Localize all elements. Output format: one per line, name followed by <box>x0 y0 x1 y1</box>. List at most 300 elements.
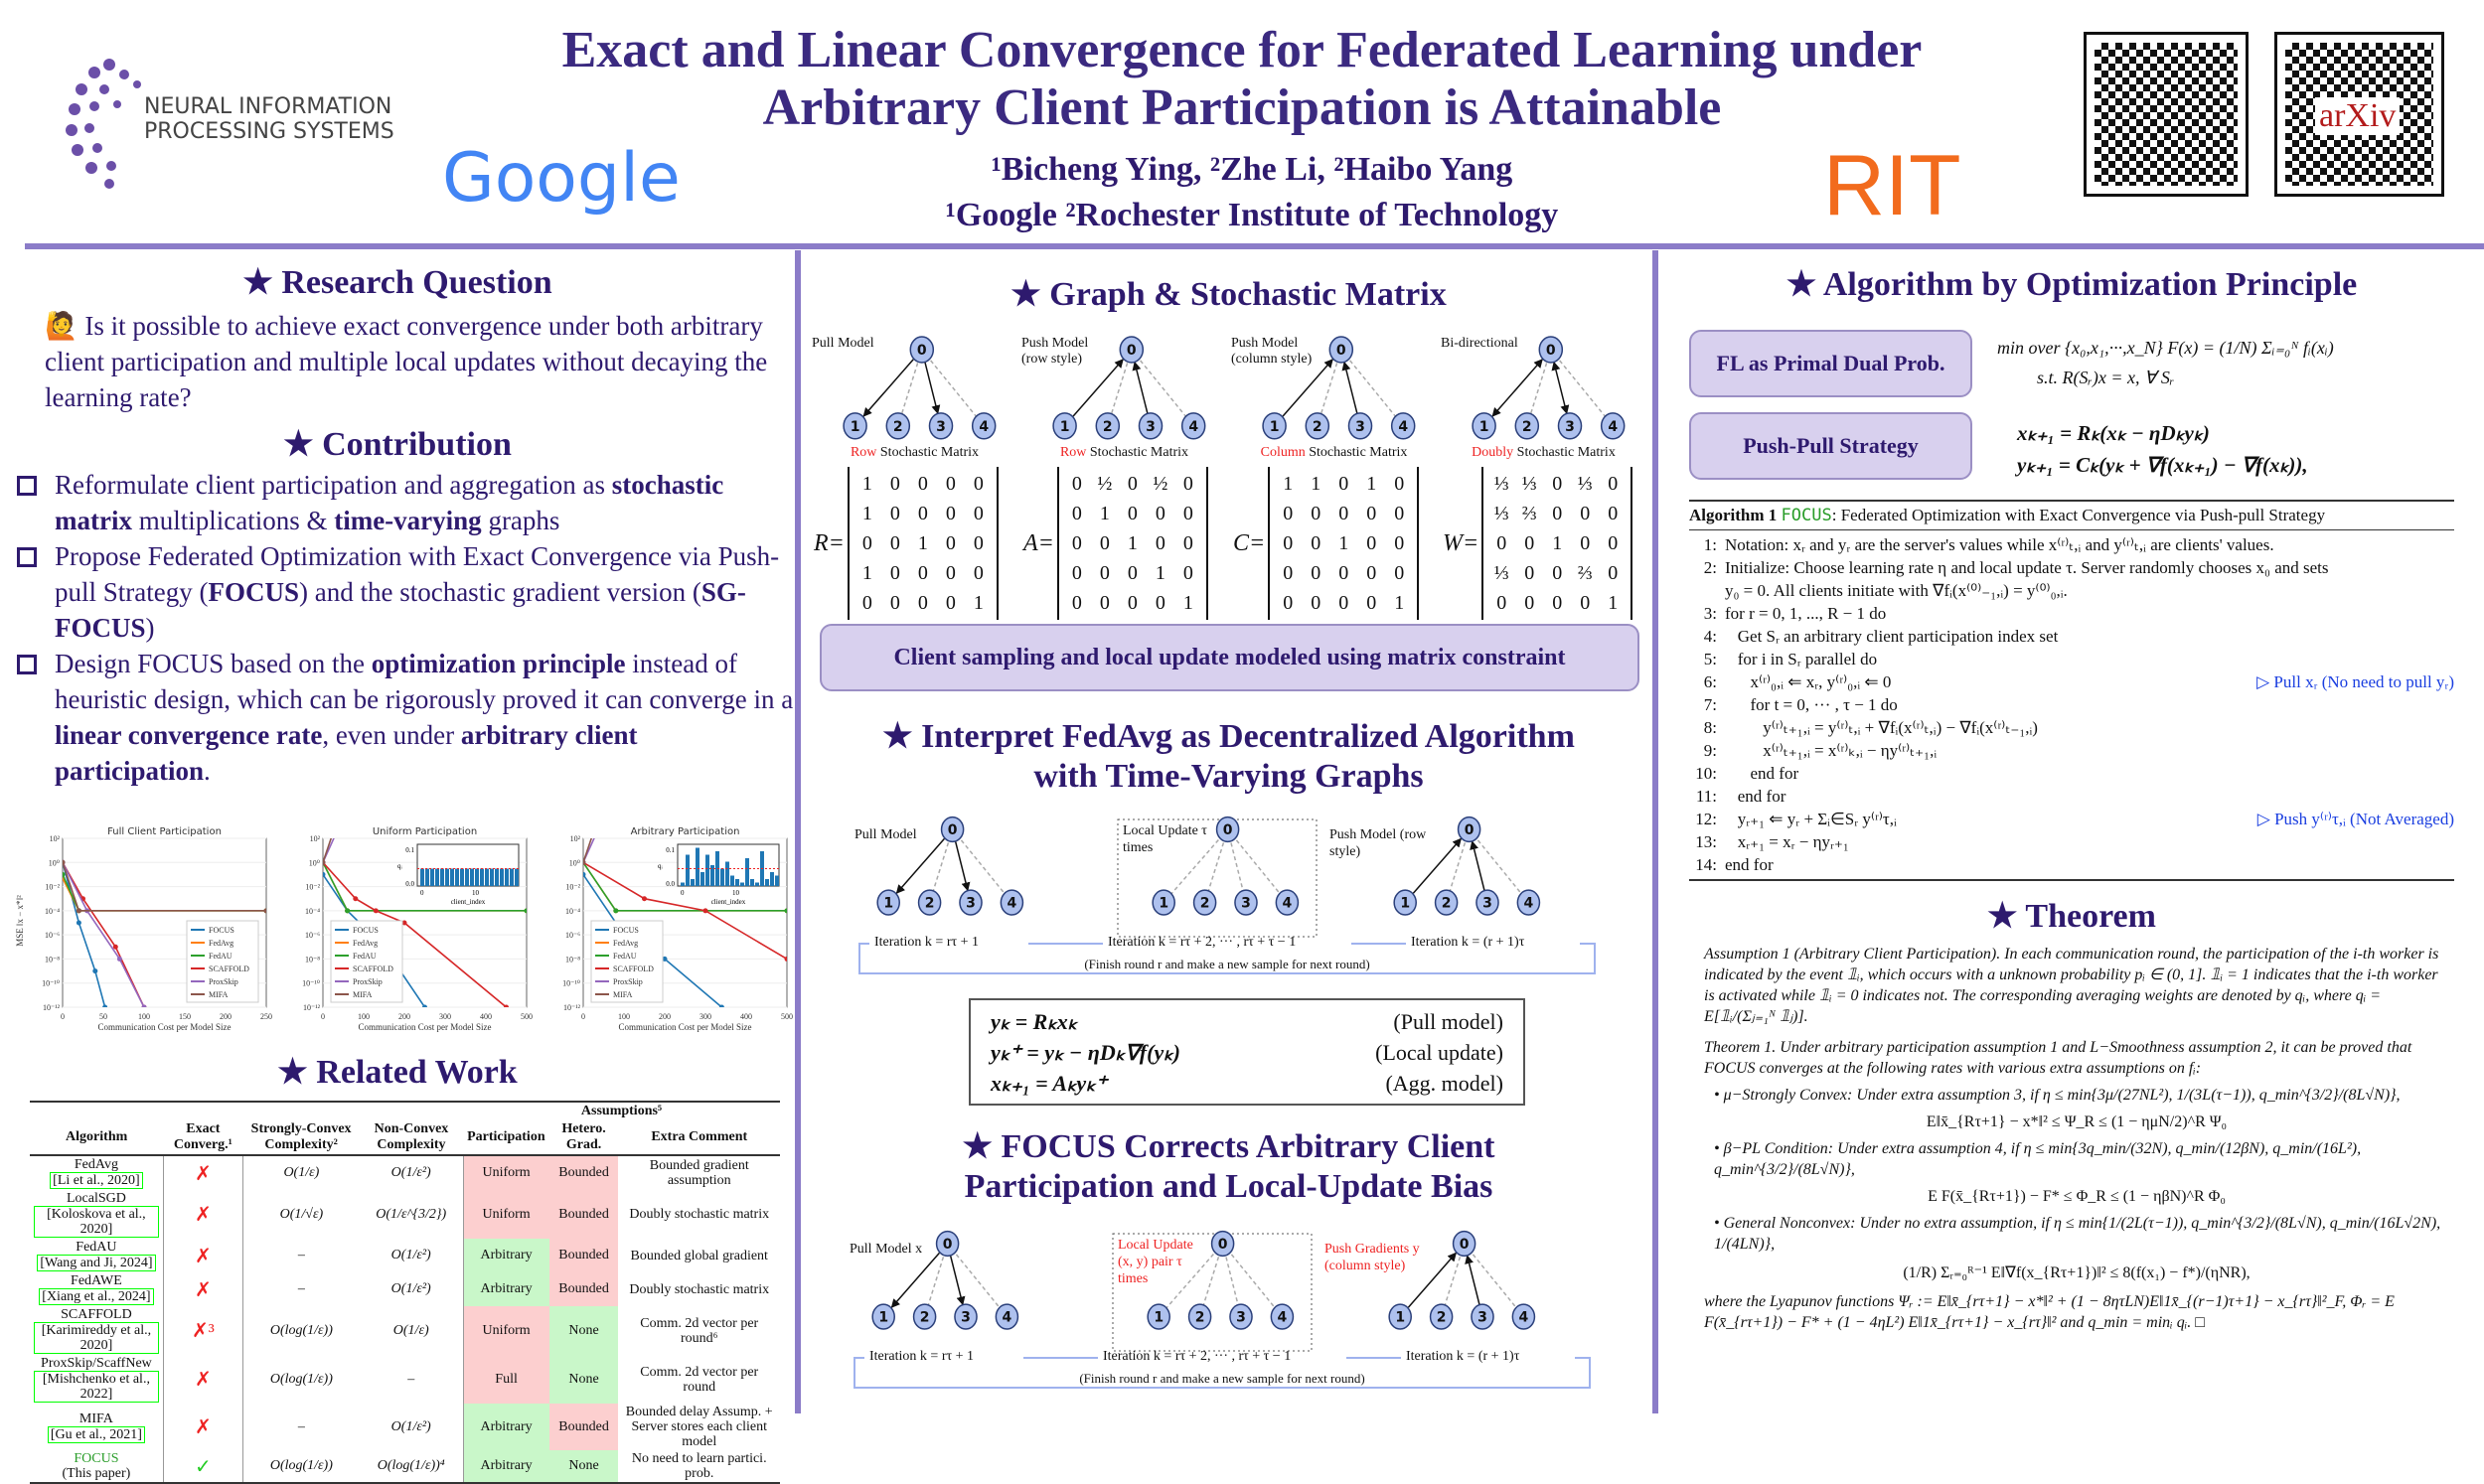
graph-node <box>973 413 996 439</box>
algorithm-line <box>1689 853 2454 876</box>
equation-row <box>991 1037 1503 1068</box>
graph-model-push <box>1229 328 1439 614</box>
matrix-suffix: Stochastic Matrix <box>1086 445 1189 460</box>
heading-line: with Time-Varying Graphs <box>1033 758 1424 795</box>
matrix-entry: 0 <box>945 562 956 584</box>
column-header: Exact Converg.¹ <box>163 1120 242 1155</box>
diagram-label: Pull Model <box>854 827 917 842</box>
citation-link[interactable]: [Gu et al., 2021] <box>48 1426 145 1443</box>
svg-text:4: 4 <box>1523 895 1534 912</box>
line-text: for r = 0, 1, ..., R − 1 do <box>1725 604 1887 623</box>
exact-convergence-mark: ✗³ <box>163 1306 242 1355</box>
matrix-entry: 1 <box>861 473 872 495</box>
inset-bar <box>460 869 464 887</box>
model-label: Push Model (column style) <box>1231 336 1313 367</box>
y-tick-label: 10⁻⁴ <box>564 906 580 916</box>
focus-name: FOCUS <box>1781 506 1832 525</box>
matrix-entry: 1 <box>861 562 872 584</box>
x-tick-label: 200 <box>659 1012 671 1021</box>
arxiv-label: arXiv <box>2315 97 2400 135</box>
citation-link[interactable]: [Mishchenko et al., 2022] <box>34 1371 159 1403</box>
graph-node <box>1394 890 1416 915</box>
svg-text:2: 2 <box>1436 1309 1447 1326</box>
data-point <box>613 908 618 913</box>
matrix-entries <box>1268 467 1419 620</box>
diagram-label: Iteration k = (r + 1)τ <box>1411 935 1525 950</box>
inset-bar <box>750 879 754 886</box>
svg-text:2: 2 <box>924 895 935 912</box>
y-tick-label: 10⁻¹² <box>562 1003 580 1012</box>
fedavg-round-diagram <box>854 815 1600 978</box>
matrix-type <box>1019 445 1229 461</box>
table-row <box>30 1306 780 1355</box>
diagram-label: Iteration k = (r + 1)τ <box>1406 1349 1520 1364</box>
line-number: 9: <box>1703 741 1717 760</box>
qr-code-icon[interactable] <box>2087 35 2246 194</box>
model-label: Push Model (row style) <box>1021 336 1089 367</box>
svg-text:0: 0 <box>1126 343 1137 359</box>
strongly-convex-complexity: O(log(1/ε)) <box>269 1371 333 1387</box>
edge-arrow <box>1473 841 1484 891</box>
graph-node <box>996 1304 1017 1329</box>
citation-link[interactable]: [Karimireddy et al., 2020] <box>34 1322 159 1354</box>
text-bold: FOCUS <box>208 577 299 607</box>
text: multiplications & <box>131 506 335 535</box>
matrix-entry: 0 <box>1394 532 1405 554</box>
text-bold: linear convergence rate <box>55 720 323 750</box>
y-tick-label: 10² <box>49 834 60 843</box>
graph-node <box>1431 1304 1453 1329</box>
svg-text:3: 3 <box>1241 895 1251 912</box>
legend-entry: ProxSkip <box>613 977 643 986</box>
inset-y-tick: 0.1 <box>405 846 414 854</box>
diagram-label: Iteration k = rτ + 1 <box>874 935 979 950</box>
x-tick-label: 100 <box>358 1012 370 1021</box>
legend-entry: FedAvg <box>353 939 379 948</box>
participation-cell: Arbitrary <box>463 1239 549 1272</box>
exact-convergence-mark: ✗ <box>163 1272 242 1306</box>
graph-node <box>1096 413 1119 439</box>
matrix-entry: 0 <box>1394 562 1405 584</box>
header-spacer <box>30 1102 463 1120</box>
svg-text:4: 4 <box>1277 1309 1288 1326</box>
svg-text:2: 2 <box>892 418 903 435</box>
graph-node <box>844 413 866 439</box>
graph-node <box>1454 1232 1475 1257</box>
graph-node <box>1306 413 1328 439</box>
column-header: Participation <box>463 1120 549 1155</box>
matrix-type <box>1439 445 1648 461</box>
citation-link[interactable]: [Wang and Ji, 2024] <box>37 1255 155 1271</box>
push-pull-equation <box>2017 417 2308 481</box>
y-axis-label: MSE ‖x − x*‖² <box>15 895 25 947</box>
inset-bar <box>420 869 424 887</box>
poster-title <box>427 22 2057 137</box>
matrix-entry: 0 <box>1099 592 1110 614</box>
data-point <box>102 1005 107 1010</box>
legend-entry: SCAFFOLD <box>353 965 393 973</box>
algorithm-line <box>1689 716 2454 739</box>
checkbox-bullet-icon <box>17 547 37 567</box>
matrix-entry: 0 <box>1580 503 1591 524</box>
matrix-entry: 0 <box>861 592 872 614</box>
graph-node <box>1473 413 1495 439</box>
contribution-item <box>5 538 795 646</box>
matrix-entry: ⅔ <box>1521 503 1537 524</box>
algorithm-line <box>1689 739 2454 762</box>
graph-model-push <box>1019 328 1229 614</box>
hetero-grad-cell: None <box>549 1355 619 1404</box>
inset-bar <box>515 869 519 887</box>
matrix-entry: 0 <box>1311 532 1321 554</box>
graph-node <box>1001 890 1022 915</box>
line-text: for t = 0, ··· , τ − 1 do <box>1725 695 1898 714</box>
algorithm-line <box>1689 762 2454 785</box>
citation-link[interactable]: [Li et al., 2020] <box>50 1172 142 1189</box>
graph-node <box>1189 1304 1211 1329</box>
text: . <box>204 756 211 786</box>
graph-node <box>929 413 952 439</box>
edge-arrow <box>1468 1256 1479 1305</box>
graph-node <box>1276 890 1298 915</box>
matrix-entry: 0 <box>1182 532 1193 554</box>
matrix-name: W= <box>1443 529 1479 556</box>
x-tick-label: 0 <box>321 1012 325 1021</box>
participation-cell: Full <box>463 1355 549 1404</box>
matrix-entry: 0 <box>1127 592 1138 614</box>
inset-bar <box>480 869 484 887</box>
algorithm-cell <box>30 1190 163 1239</box>
line-text: y₀ = 0. All clients initiate with ∇fᵢ(x⁽⁰⁾₋₁,ᵢ) = y⁽⁰⁾₀,ᵢ. <box>1725 581 2068 600</box>
y-tick-label: 10⁻⁸ <box>564 955 580 965</box>
x-update: xₖ₊₁ = Rₖ(xₖ − ηDₖyₖ) <box>2017 421 2210 445</box>
table-row <box>30 1355 780 1404</box>
inset-y-tick: 0.0 <box>405 880 414 888</box>
line-comment: ▷ Push y⁽ʳ⁾τ,ᵢ (Not Averaged) <box>2256 810 2454 828</box>
legend-entry: FedAvg <box>613 939 639 948</box>
equation-tag: (Agg. model) <box>1385 1071 1503 1096</box>
graph-node <box>872 1304 894 1329</box>
matrix-entry: 0 <box>1552 503 1563 524</box>
graph-node <box>1153 890 1174 915</box>
matrix-entry: 0 <box>1071 473 1082 495</box>
legend-entry: FOCUS <box>613 926 639 935</box>
graph-model-pull <box>810 328 1019 614</box>
svg-text:1: 1 <box>1059 418 1070 435</box>
pl-rate: E F(x̄_{Rτ+1}) − F* ≤ Φ_R ≤ (1 − ηβN)^R Φ₀ <box>1928 1188 2226 1205</box>
authors: ¹Bicheng Ying, ²Zhe Li, ²Haibo Yang <box>991 151 1513 188</box>
strongly-convex-complexity: O(1/√ε) <box>279 1206 324 1222</box>
y-tick-label: 10⁻² <box>565 882 580 892</box>
convergence-plots <box>15 826 795 1050</box>
inset-x-tick: 0 <box>681 889 685 897</box>
matrix-entry: 1 <box>1366 473 1377 495</box>
inset-bar <box>435 869 439 887</box>
matrix-entry: 0 <box>861 532 872 554</box>
algorithm-line <box>1689 693 2454 716</box>
table-row <box>30 1190 780 1239</box>
matrix-entry: 0 <box>1283 562 1294 584</box>
legend-entry: FedAU <box>209 952 233 961</box>
matrix-entry: ⅓ <box>1521 473 1537 495</box>
matrix-entry: 0 <box>1580 532 1591 554</box>
inset-bar <box>700 872 704 886</box>
plot-title: Arbitrary Participation <box>630 826 740 837</box>
algorithm-number: Algorithm 1 <box>1689 506 1778 524</box>
matrix-entry: 0 <box>1524 592 1535 614</box>
theorem-block <box>1704 944 2449 1333</box>
strongly-convex-complexity: O(1/ε) <box>283 1165 320 1180</box>
svg-text:4: 4 <box>1282 895 1293 912</box>
inset-bar <box>505 869 509 887</box>
matrix-entry: 0 <box>1366 592 1377 614</box>
nonconvex-complexity: O(1/ε^{3/2}) <box>360 1190 463 1239</box>
matrix-entry: 0 <box>889 592 900 614</box>
heading-line: ★ Interpret FedAvg as Decentralized Algorithm <box>882 718 1575 755</box>
inset-bar <box>430 869 434 887</box>
data-point <box>581 872 586 877</box>
contribution-item <box>5 467 795 538</box>
arxiv-qr-code-icon[interactable] <box>2277 35 2441 194</box>
algorithm-lines <box>1689 530 2454 881</box>
column-header: Non-Convex Complexity <box>360 1120 463 1155</box>
y-tick-label: 10⁻⁶ <box>304 931 320 941</box>
matrix-entry: 1 <box>1338 532 1349 554</box>
y-tick-label: 10⁰ <box>308 858 320 868</box>
algorithm-1 <box>1689 500 2454 881</box>
objective: min over {x₀,x₁,···,x_N} F(x) = (1/N) Σᵢ₌₀ᴺ fᵢ(xᵢ) <box>1997 338 2334 358</box>
data-point <box>321 872 326 877</box>
data-point <box>597 826 602 828</box>
y-tick-label: 10⁻² <box>305 882 320 892</box>
neurips-dots-icon <box>50 45 159 194</box>
assumption-1: Assumption 1 (Arbitrary Client Participation). In each communication round, the participation of the i-th worker is indicated by the event 𝟙ᵢ, which occurs with a unknown probability pᵢ ∈ (0, 1]. 𝟙ᵢ = 1 indicates that the i-th worker is activated while 𝟙ᵢ = 0 indicates not. The corresponding averaging weights are denoted by qᵢ, where qᵢ = E[𝟙ᵢ/(Σⱼ₌₁ᴺ 𝟙ⱼ)]. <box>1704 946 2439 1025</box>
inset-bar <box>445 869 449 887</box>
citation-link[interactable]: [Xiang et al., 2024] <box>39 1288 153 1305</box>
legend-entry: ProxSkip <box>209 977 238 986</box>
strongly-convex-complexity: O(log(1/ε)) <box>269 1458 333 1473</box>
matrix-entry: 0 <box>1338 503 1349 524</box>
data-point <box>719 1005 724 1010</box>
inset-y-tick: 0.1 <box>666 846 675 854</box>
matrix-entry: 0 <box>1552 562 1563 584</box>
x-tick-label: 50 <box>99 1012 107 1021</box>
matrix-entry: 0 <box>1155 532 1165 554</box>
y-tick-label: 10⁻⁶ <box>564 931 580 941</box>
inset-bar <box>730 876 734 887</box>
graph-node <box>1539 337 1562 363</box>
inset-bar <box>755 883 759 887</box>
matrix-entry: 0 <box>889 562 900 584</box>
graph-node <box>886 413 909 439</box>
theorem-heading: ★ Theorem <box>1987 898 2156 935</box>
matrix-entry: 1 <box>917 532 928 554</box>
svg-text:4: 4 <box>1002 1309 1012 1326</box>
table-row <box>30 1272 780 1306</box>
graph-node <box>877 890 899 915</box>
matrix-entry: 0 <box>1608 503 1619 524</box>
matrix-entry: 0 <box>1071 532 1082 554</box>
line-text: end for <box>1725 855 1774 874</box>
matrix-entry: 1 <box>1127 532 1138 554</box>
matrix-entry: 0 <box>1155 503 1165 524</box>
matrix-entry: 0 <box>1338 562 1349 584</box>
text-bold: stochastic matrix <box>55 470 724 535</box>
x-tick-label: 500 <box>521 1012 533 1021</box>
matrix-entry: 0 <box>917 592 928 614</box>
matrix-kind: Doubly <box>1472 445 1514 460</box>
nonconvex-complexity: O(log(1/ε))⁴ <box>360 1450 463 1483</box>
x-axis-label: Communication Cost per Model Size <box>618 1022 752 1032</box>
column-divider-1 <box>795 250 801 1413</box>
matrix-entry: 0 <box>973 532 984 554</box>
svg-text:1: 1 <box>1395 1309 1406 1326</box>
data-point <box>581 860 586 865</box>
participation-cell: Uniform <box>463 1155 549 1190</box>
header-divider <box>25 243 2484 249</box>
x-tick-label: 250 <box>260 1012 272 1021</box>
inset-bar <box>740 883 744 887</box>
x-tick-label: 300 <box>699 1012 711 1021</box>
data-point <box>264 908 269 913</box>
algorithm-heading: ★ Algorithm by Optimization Principle <box>1785 266 2358 303</box>
matrix-entry: 0 <box>1311 592 1321 614</box>
diagram-label: Local Update τ times <box>1123 823 1207 855</box>
line-text: Get Sᵣ an arbitrary client participation index set <box>1725 627 2059 646</box>
matrix-entry: 0 <box>973 562 984 584</box>
text: , even under <box>322 720 461 750</box>
matrix-entry: 0 <box>1311 503 1321 524</box>
plot-1 <box>302 826 533 1032</box>
graph-node <box>1053 413 1076 439</box>
data-point <box>92 968 97 973</box>
data-point <box>785 908 790 913</box>
algorithm-cell <box>30 1272 163 1306</box>
graph-node <box>1263 413 1286 439</box>
algorithm-name: FedAvg <box>74 1157 118 1172</box>
graph-node <box>1212 1232 1234 1257</box>
matrix-entry: 0 <box>889 473 900 495</box>
interpret-heading <box>805 717 1652 797</box>
y-tick-label: 10⁻¹⁰ <box>562 978 580 988</box>
matrix-suffix: Stochastic Matrix <box>1305 445 1408 460</box>
citation-link[interactable]: [Koloskova et al., 2020] <box>34 1206 159 1238</box>
hetero-grad-cell: Bounded <box>549 1239 619 1272</box>
matrix-entry: 1 <box>1182 592 1193 614</box>
table-row <box>30 1404 780 1450</box>
x-tick-label: 100 <box>138 1012 150 1021</box>
line-number: 10: <box>1695 764 1717 783</box>
matrix-entry: 0 <box>1182 473 1193 495</box>
line-text: xᵣ₊₁ = xᵣ − ηyᵣ₊₁ <box>1725 832 1849 851</box>
data-point <box>703 908 708 913</box>
data-point <box>593 826 598 828</box>
matrix-entry: 0 <box>1155 592 1165 614</box>
plot-2 <box>562 826 793 1032</box>
line-number: 7: <box>1703 695 1717 714</box>
svg-text:3: 3 <box>961 1309 971 1326</box>
constraint: s.t. R(Sᵣ)x = x, ∀ Sᵣ <box>2037 368 2175 387</box>
matrix-kind: Row <box>1059 445 1087 460</box>
svg-text:3: 3 <box>1146 418 1156 435</box>
x-tick-label: 100 <box>618 1012 630 1021</box>
fedavg-equations-box <box>969 998 1525 1106</box>
line-text: for i in Sᵣ parallel do <box>1725 650 1878 668</box>
loop-label: (Finish round r and make a new sample for next round) <box>999 1371 1446 1387</box>
svg-text:2: 2 <box>1102 418 1113 435</box>
matrix-entry: 0 <box>1552 473 1563 495</box>
svg-text:2: 2 <box>1194 1309 1205 1326</box>
algorithm-cell <box>30 1355 163 1404</box>
checkbox-bullet-icon <box>17 655 37 674</box>
data-point <box>337 826 342 828</box>
data-point <box>374 908 379 913</box>
matrix-entry: 0 <box>1283 532 1294 554</box>
nonconvex-complexity: O(1/ε²) <box>360 1272 463 1306</box>
legend-entry: ProxSkip <box>353 977 383 986</box>
matrix-entry: 0 <box>1071 562 1082 584</box>
equation: yₖ = Rₖxₖ <box>991 1009 1078 1034</box>
inset-bar <box>455 869 459 887</box>
equation-row <box>991 1068 1503 1099</box>
legend-entry: MIFA <box>613 990 633 999</box>
inset-bar <box>745 858 749 886</box>
nonconvex-complexity: O(1/ε²) <box>360 1404 463 1450</box>
inset-bar <box>770 872 774 886</box>
citation-link[interactable]: (This paper) <box>62 1466 131 1481</box>
edge-arrow <box>863 360 913 416</box>
table-row <box>30 1239 780 1272</box>
line-number: 13: <box>1695 832 1717 851</box>
svg-text:4: 4 <box>1398 418 1409 435</box>
text-bold: time-varying <box>334 506 482 535</box>
y-tick-label: 10⁻¹² <box>302 1003 320 1012</box>
column-header: Extra Comment <box>618 1120 780 1155</box>
data-point <box>142 1005 147 1010</box>
matrix-name: A= <box>1023 529 1054 556</box>
graph-node <box>1329 337 1352 363</box>
related-work-table <box>30 1101 780 1484</box>
x-tick-label: 400 <box>740 1012 752 1021</box>
graph-heading: ★ Graph & Stochastic Matrix <box>1010 276 1447 313</box>
graph-node <box>1389 1304 1411 1329</box>
contribution-item <box>5 646 795 789</box>
strongly-convex-complexity: O(log(1/ε)) <box>269 1322 333 1338</box>
edge-arrow <box>925 363 938 414</box>
inset-bar <box>440 869 444 887</box>
algorithm-name: SCAFFOLD <box>61 1307 132 1322</box>
matrix-entry: 0 <box>1127 473 1138 495</box>
matrix-entry: 0 <box>917 503 928 524</box>
svg-text:0: 0 <box>1335 343 1346 359</box>
graph-node <box>1558 413 1581 439</box>
inset-bar <box>775 876 779 887</box>
algorithm-line <box>1689 670 2454 693</box>
x-axis-label: Communication Cost per Model Size <box>97 1022 232 1032</box>
nonconvex-rate: (1/R) Σᵣ₌₀ᴿ⁻¹ E‖∇f(x_{Rτ+1})‖² ≤ 8(f(x₁) − f*)/(ηNR), <box>1903 1264 2251 1281</box>
legend-entry: FOCUS <box>353 926 379 935</box>
equation: yₖ⁺ = yₖ − ηDₖ∇f(yₖ) <box>991 1040 1180 1065</box>
text: ) and the stochastic gradient version ( <box>299 577 701 607</box>
svg-text:1: 1 <box>1159 895 1169 912</box>
algorithm-cell <box>30 1155 163 1190</box>
data-point <box>504 1005 509 1010</box>
svg-text:3: 3 <box>1236 1309 1246 1326</box>
matrix-entry: ⅓ <box>1493 473 1509 495</box>
focus-round-diagram <box>850 1229 1595 1393</box>
graph-node <box>1348 413 1371 439</box>
algorithm-name: FedAU <box>76 1240 117 1255</box>
